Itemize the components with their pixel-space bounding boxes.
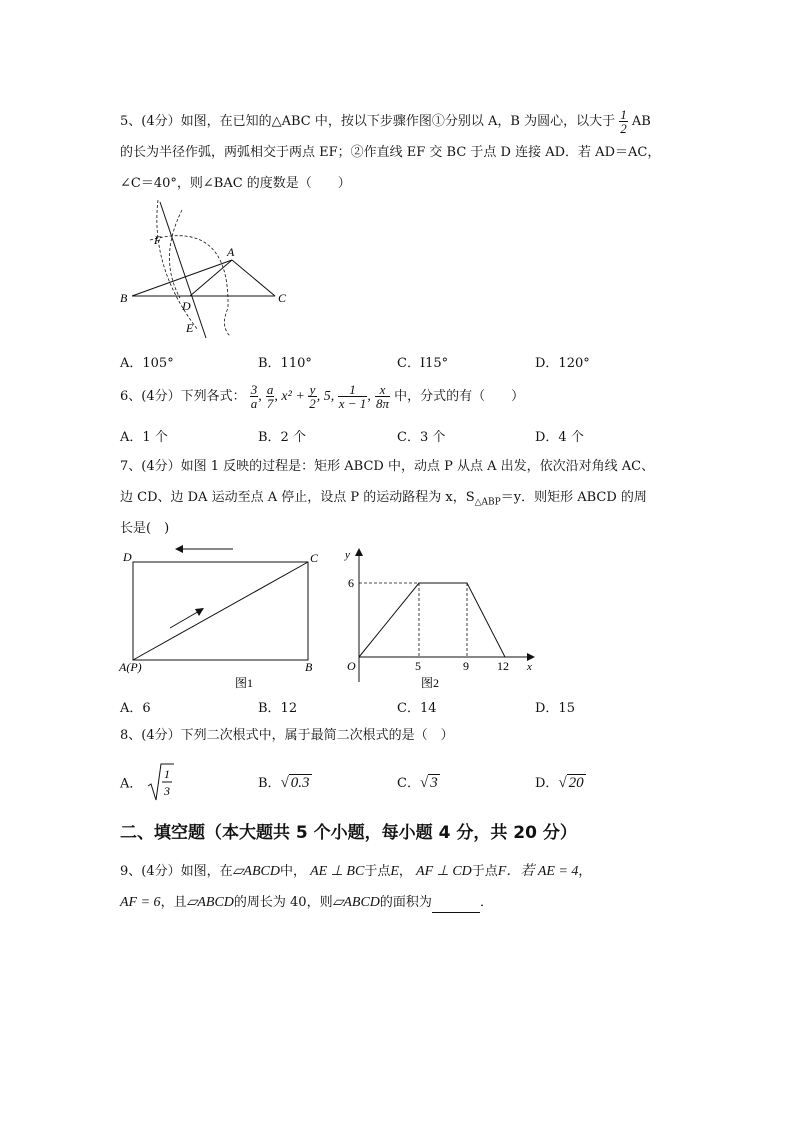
q9-text-2d: 的面积为: [379, 895, 432, 910]
q8-option-a-label: A．: [120, 776, 143, 792]
q8-option-c[interactable]: [397, 772, 440, 792]
frac-den: 2: [309, 396, 316, 411]
fig1-label-b: B: [305, 660, 313, 674]
fig-label-d: D: [182, 299, 191, 313]
fig-label-f: F: [154, 233, 162, 247]
q5-option-c[interactable]: C．I15°: [397, 356, 449, 371]
q7-figure-2: [335, 540, 545, 690]
q9-af-cd: AF ⊥ CD: [416, 864, 472, 879]
q9-line1: 9、(4分）如图，在▱ABCD中， AE ⊥ BC于点E， AF ⊥ CD于点F．若 AE = 4，: [120, 864, 592, 879]
q8-c-radicand: 3: [430, 775, 438, 791]
q9-comma: ，: [578, 864, 592, 879]
frac-den: x − 1: [338, 396, 367, 411]
q6-option-c[interactable]: C．3 个: [397, 430, 446, 445]
q7-line2a: 边 CD、边 DA 运动至点 A 停止，设点 P 的运动路程为 x，S: [120, 490, 475, 505]
frac-num: y: [309, 382, 316, 397]
fig-label-c: C: [278, 291, 287, 305]
q6-option-d[interactable]: D．4 个: [535, 430, 584, 445]
fig1-arrow-diag-head: [195, 608, 204, 616]
q9-point-f: F: [497, 864, 507, 879]
frac-den: 7: [266, 396, 274, 411]
q9-answer-blank[interactable]: [432, 898, 480, 913]
q6-frac-1: [250, 383, 259, 410]
fig1-diagonal-ac: [133, 562, 308, 660]
section-heading: 二、填空题（本大题共 5 个小题，每小题 4 分，共 20 分）: [120, 823, 577, 843]
fig2-y-arrow: [355, 548, 363, 556]
q7-option-b[interactable]: B．12: [258, 701, 298, 716]
q8-option-c-label: C．: [397, 776, 420, 791]
q8-option-d-label: D．: [535, 776, 559, 791]
q8-stem: 8、(4分）下列二次根式中，属于最简二次根式的是（ ）: [120, 728, 454, 743]
frac-num: 1: [620, 107, 627, 122]
q8-option-d[interactable]: [535, 772, 586, 792]
frac-num: 3: [250, 382, 258, 397]
q5-option-b[interactable]: B．110°: [258, 356, 312, 371]
fig-line-ac: [232, 260, 275, 296]
frac-den: 2: [620, 121, 627, 136]
q5-figure: [110, 198, 310, 343]
frac-num: x: [375, 383, 390, 397]
q5-line1: [120, 108, 651, 135]
fig-arc-2: [169, 210, 182, 298]
q5-fraction: [619, 108, 628, 135]
q6-mid: , x² +: [274, 389, 309, 404]
q6-frac-5: [375, 383, 390, 410]
sqrt-icon: [147, 762, 175, 802]
fig2-label-o: O: [347, 659, 356, 673]
fig1-caption: 图1: [235, 676, 254, 690]
fig-label-a: A: [227, 245, 235, 259]
q7-line2b: ＝y．则矩形 ABCD 的周: [500, 490, 647, 505]
q9-text-1a: 9、(4分）如图，在: [120, 864, 233, 879]
q9-point-e: E: [390, 864, 399, 879]
q5-line3: ∠C＝40°，则∠BAC 的度数是（ ）: [120, 176, 351, 191]
q5-option-a[interactable]: A．105°: [120, 356, 174, 371]
q6-prefix: 6、(4分）下列各式：: [120, 389, 246, 404]
sqrt-b: √ 0.3: [280, 775, 310, 791]
q9-text-1b: 中，: [279, 864, 306, 879]
q6-option-a[interactable]: A．1 个: [120, 430, 168, 445]
q9-parallelogram-1: ▱ABCD: [232, 864, 280, 879]
q6-line: 6、(4分）下列各式： $\frac{3}{a}$ , $\frac{a}{7}$ , x² + $\frac{y}{2}$ , 5, $\frac{1}{x - 1}$ , $\frac{x}{8\pi}$ 中，分式的有（ ）: [120, 382, 525, 411]
q7-line1: 7、(4分）如图 1 反映的过程是：矩形 ABCD 中，动点 P 从点 A 出发，依次沿对角线 AC、: [120, 459, 655, 474]
fig-label-e: E: [186, 321, 194, 335]
fig2-graph: [359, 583, 505, 657]
fig1-label-a: A(P): [119, 660, 142, 674]
fig1-label-c: C: [310, 551, 319, 565]
fig2-tick-9: 9: [463, 659, 469, 673]
q7-option-d[interactable]: D．15: [535, 701, 575, 716]
q6-suffix: 中，分式的有（ ）: [394, 389, 525, 404]
q9-end: ．: [479, 895, 493, 910]
q8-a-num: 1: [163, 767, 170, 781]
q8-a-den: 3: [163, 784, 170, 798]
fig1-arrow-top-head: [175, 545, 183, 553]
fig1-arrow-diag: [170, 610, 201, 628]
fig2-label-x: x: [527, 661, 532, 673]
q6-frac-3: [308, 383, 317, 410]
q9-text-2c: 的周长为 40，则: [233, 895, 333, 910]
fig2-caption: 图2: [421, 676, 440, 690]
q8-option-b-label: B．: [258, 776, 281, 791]
frac-den: a: [250, 396, 258, 411]
fig-label-b: B: [120, 291, 128, 305]
q6-five: , 5,: [316, 389, 338, 404]
q8-option-b[interactable]: [258, 772, 312, 792]
q5-text-1b: AB: [631, 114, 651, 129]
sqrt-c: √ 3: [419, 775, 438, 791]
q7-subscript: △ABP: [474, 497, 501, 508]
q9-f-txt: 于点: [471, 864, 498, 879]
fig-line-ad: [190, 260, 232, 296]
frac-num: a: [266, 382, 274, 397]
fig2-tick-5: 5: [415, 659, 421, 673]
q9-e-txt: 于点: [364, 864, 391, 879]
q7-figure-1: [115, 540, 330, 690]
fig-line-ef: [160, 202, 206, 338]
q7-option-c[interactable]: C．14: [397, 701, 437, 716]
q8-d-radicand: 20: [568, 775, 584, 791]
q9-ae4: ．若 AE = 4: [506, 864, 579, 879]
fig2-tick-12: 12: [497, 659, 509, 673]
q9-ae-bc: AE ⊥ BC: [310, 864, 365, 879]
q6-frac-4: [338, 383, 368, 410]
sqrt-d: √ 20: [558, 775, 584, 791]
fig1-label-d: D: [123, 550, 132, 564]
q9-af6: AF = 6: [120, 895, 161, 910]
q7-line2: [120, 488, 647, 513]
fig2-label-y: y: [345, 549, 350, 561]
fig-line-ab: [132, 260, 232, 296]
q9-parallelogram-3: ▱ABCD: [332, 895, 380, 910]
q6-option-b[interactable]: B．2 个: [258, 430, 306, 445]
q5-line2: 的长为半径作弧，两弧相交于两点 EF；②作直线 EF 交 BC 于点 D 连接 AD．若 AD＝AC，: [120, 145, 661, 160]
q8-b-radicand: 0.3: [290, 775, 310, 791]
fig2-tick-6: 6: [348, 576, 354, 590]
frac-den: 8π: [375, 396, 389, 411]
frac-num: 1: [338, 383, 368, 397]
q7-line3: 长是( ): [120, 521, 170, 536]
q5-text-1a: 5、(4分）如图，在已知的△ABC 中，按以下步骤作图①分别以 A，B 为圆心，以大于: [120, 114, 616, 129]
q9-parallelogram-2: ▱ABCD: [186, 895, 234, 910]
q5-option-d[interactable]: D．120°: [535, 356, 590, 371]
q7-option-a[interactable]: A．6: [120, 701, 151, 716]
q9-text-2b: ，且: [160, 895, 187, 910]
q8-option-a[interactable]: [120, 762, 175, 802]
fig2-x-arrow: [527, 653, 535, 661]
q9-line2: [120, 893, 493, 913]
